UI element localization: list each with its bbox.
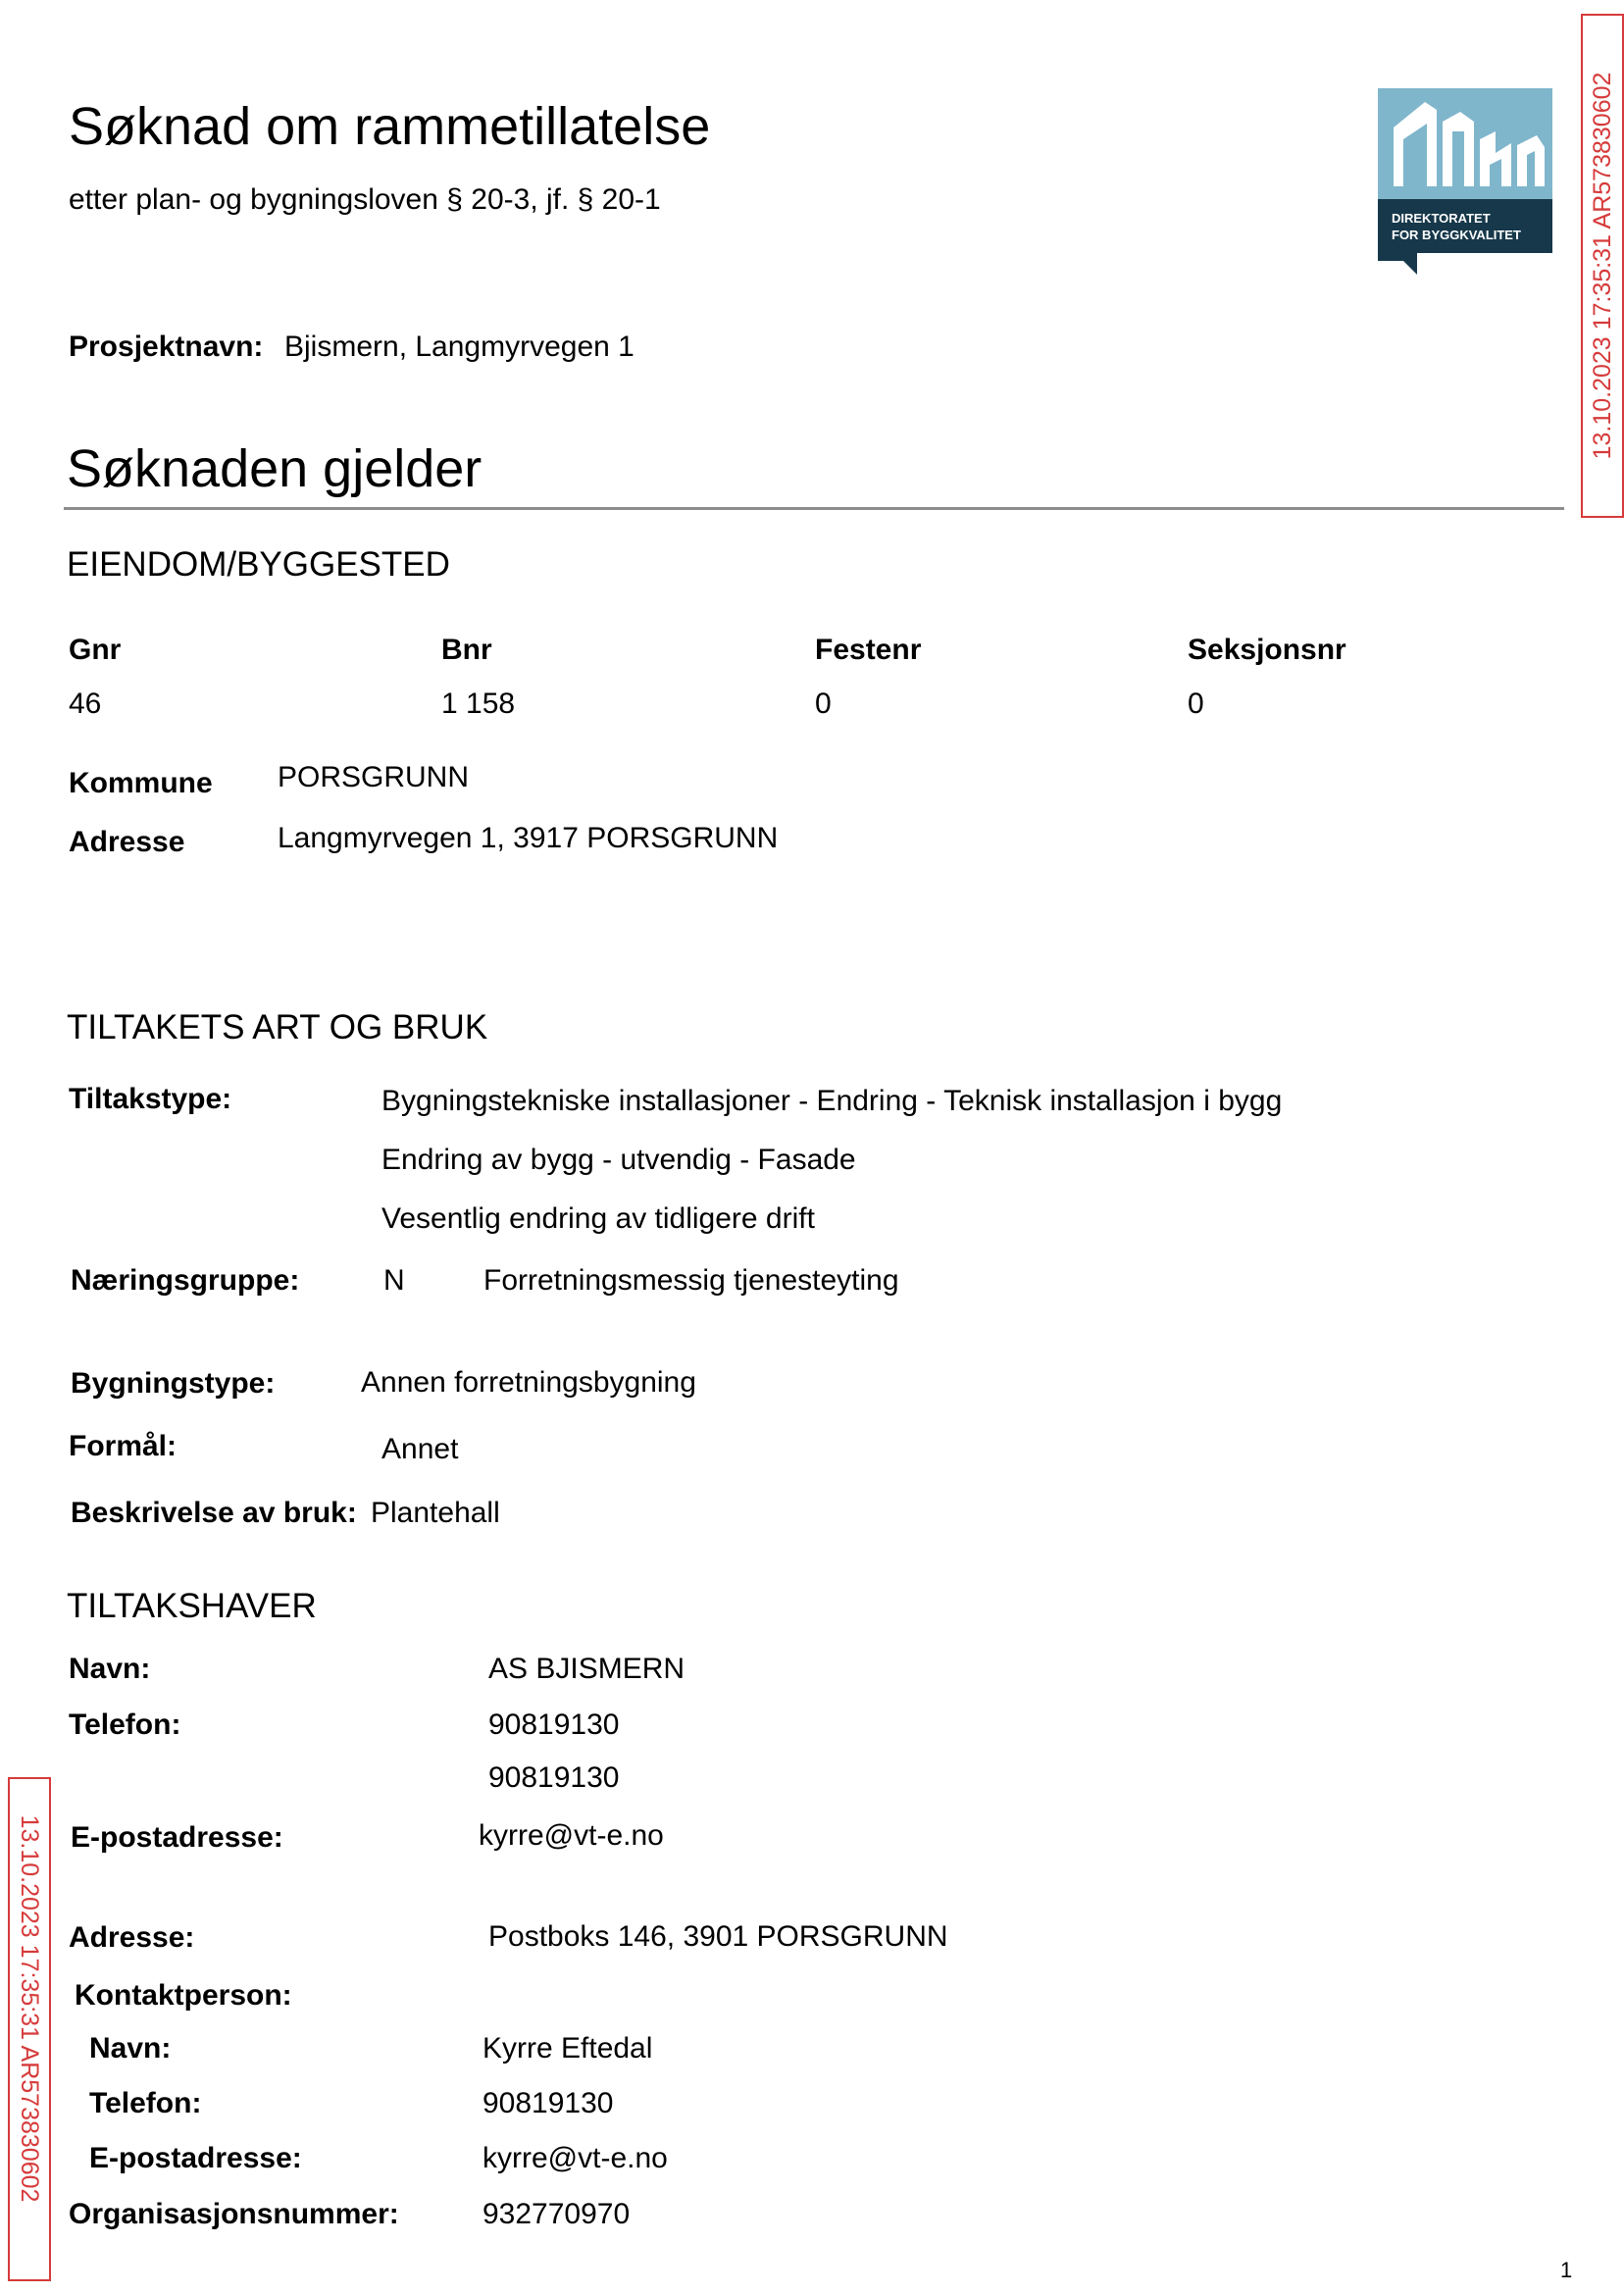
kp-navn-value: Kyrre Eftedal — [482, 2032, 653, 2065]
tiltakstype-value: Bygningstekniske installasjoner - Endring - Teknisk installasjon i bygg — [381, 1085, 1283, 1117]
formal-label: Formål: — [69, 1430, 178, 1462]
stamp-text: 13.10.2023 17:35:31 AR573830602 — [16, 1814, 43, 2203]
document-subtitle: etter plan- og bygningsloven § 20-3, jf. § 20-1 — [69, 183, 661, 216]
logo-text-line2: FOR BYGGKVALITET — [1392, 228, 1521, 242]
orgnr-label: Organisasjonsnummer: — [69, 2198, 399, 2230]
kp-telefon-value: 90819130 — [482, 2087, 614, 2119]
tiltakstype-label: Tiltakstype: — [69, 1083, 232, 1115]
beskrivelse-label: Beskrivelse av bruk: — [71, 1497, 357, 1529]
naeringsgruppe-code: N — [383, 1264, 405, 1297]
naeringsgruppe-label: Næringsgruppe: — [71, 1264, 300, 1297]
section-title: Søknaden gjelder — [67, 439, 482, 498]
dibk-logo — [1378, 88, 1552, 275]
bygningstype-label: Bygningstype: — [71, 1367, 276, 1400]
telefon-value: 90819130 — [488, 1708, 620, 1741]
kontaktperson-label: Kontaktperson: — [75, 1979, 292, 2012]
telefon-value: 90819130 — [488, 1761, 620, 1794]
section-divider — [64, 507, 1564, 510]
orgnr-value: 932770970 — [482, 2198, 631, 2230]
stamp-text: 13.10.2023 17:35:31 AR573830602 — [1589, 72, 1616, 460]
project-name-label: Prosjektnavn: — [69, 331, 264, 363]
page-number: 1 — [1560, 2258, 1573, 2282]
tiltakshaver-heading: TILTAKSHAVER — [67, 1587, 317, 1625]
festenr-value: 0 — [815, 688, 832, 720]
epost-label: E-postadresse: — [71, 1821, 283, 1854]
tiltakstype-value: Vesentlig endring av tidligere drift — [381, 1202, 815, 1235]
beskrivelse-value: Plantehall — [371, 1497, 500, 1529]
kommune-value: PORSGRUNN — [278, 761, 470, 793]
naeringsgruppe-value: Forretningsmessig tjenesteyting — [483, 1264, 899, 1297]
eiendom-heading: EIENDOM/BYGGESTED — [67, 545, 450, 584]
logo-text-line1: DIREKTORATET — [1392, 211, 1491, 226]
kp-navn-label: Navn: — [89, 2032, 172, 2065]
gnr-label: Gnr — [69, 634, 122, 666]
bnr-label: Bnr — [441, 634, 492, 666]
adresse-value: Langmyrvegen 1, 3917 PORSGRUNN — [278, 822, 779, 854]
seksjonsnr-value: 0 — [1188, 688, 1204, 720]
timestamp-stamp-left — [8, 1777, 51, 2281]
navn-label: Navn: — [69, 1653, 151, 1685]
kp-epost-value: kyrre@vt-e.no — [482, 2142, 668, 2174]
telefon-label: Telefon: — [69, 1708, 181, 1741]
kp-epost-label: E-postadresse: — [89, 2142, 302, 2174]
adresse-label: Adresse: — [69, 1921, 195, 1954]
epost-value: kyrre@vt-e.no — [479, 1819, 664, 1852]
bygningstype-value: Annen forretningsbygning — [361, 1366, 696, 1399]
building-logo-icon — [1378, 88, 1552, 275]
adresse-label: Adresse — [69, 826, 185, 858]
gnr-value: 46 — [69, 688, 102, 720]
festenr-label: Festenr — [815, 634, 922, 666]
tiltakstype-value: Endring av bygg - utvendig - Fasade — [381, 1144, 856, 1176]
kommune-label: Kommune — [69, 767, 213, 799]
seksjonsnr-label: Seksjonsnr — [1188, 634, 1346, 666]
project-name-value: Bjismern, Langmyrvegen 1 — [284, 331, 634, 363]
formal-value: Annet — [381, 1433, 459, 1465]
adresse-value: Postboks 146, 3901 PORSGRUNN — [488, 1920, 948, 1953]
navn-value: AS BJISMERN — [488, 1653, 685, 1685]
bnr-value: 1 158 — [441, 688, 516, 720]
kp-telefon-label: Telefon: — [89, 2087, 202, 2119]
document-title: Søknad om rammetillatelse — [69, 97, 711, 156]
tiltak-heading: TILTAKETS ART OG BRUK — [67, 1008, 488, 1046]
timestamp-stamp-right — [1581, 14, 1624, 518]
